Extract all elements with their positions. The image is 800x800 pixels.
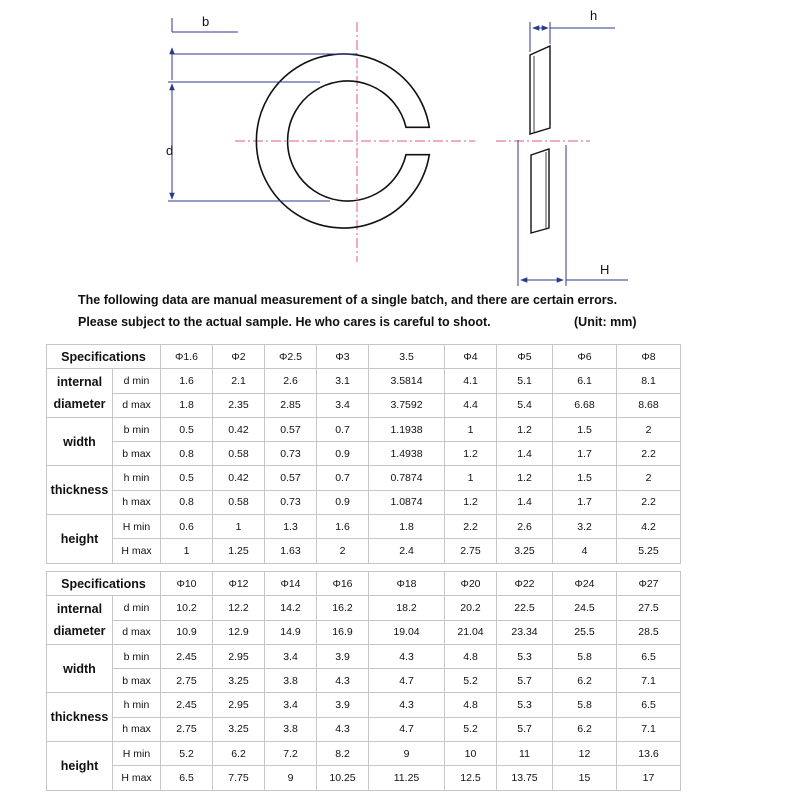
size-header: Φ5	[497, 345, 553, 369]
table-cell: 12.9	[213, 620, 265, 644]
table-cell: 2.2	[617, 442, 681, 466]
table-cell: 1.5	[553, 466, 617, 490]
dimension-h	[530, 22, 615, 52]
table-cell: 5.4	[497, 393, 553, 417]
size-header: Φ22	[497, 572, 553, 596]
table-cell: 6.5	[161, 766, 213, 790]
row-sub-label: d max	[113, 393, 161, 417]
table-cell: 10.2	[161, 596, 213, 620]
table-cell: 0.57	[265, 466, 317, 490]
table-cell: 4.3	[369, 693, 445, 717]
table-cell: 0.58	[213, 442, 265, 466]
table-cell: 4.2	[617, 515, 681, 539]
table-cell: 3.4	[265, 693, 317, 717]
row-sub-label: b max	[113, 669, 161, 693]
table-cell: 2.2	[445, 515, 497, 539]
size-header: Φ8	[617, 345, 681, 369]
table-cell: 2.95	[213, 644, 265, 668]
table-cell: 5.2	[445, 669, 497, 693]
row-sub-label: H max	[113, 766, 161, 790]
table-cell: 1.2	[497, 417, 553, 441]
size-header: Φ16	[317, 572, 369, 596]
table-cell: 1.5	[553, 417, 617, 441]
table-cell: 27.5	[617, 596, 681, 620]
table-cell: 3.8	[265, 669, 317, 693]
table-cell: 1.2	[445, 442, 497, 466]
table-cell: 16.2	[317, 596, 369, 620]
table-cell: 0.58	[213, 490, 265, 514]
table-cell: 1.25	[213, 539, 265, 563]
table-header-row	[47, 345, 681, 369]
table-cell: 3.25	[213, 669, 265, 693]
table-cell: 3.9	[317, 644, 369, 668]
table-cell: 4.8	[445, 644, 497, 668]
size-header: Φ18	[369, 572, 445, 596]
table-cell: 1.63	[265, 539, 317, 563]
row-sub-label: h max	[113, 490, 161, 514]
table-cell: 3.2	[553, 515, 617, 539]
table-cell: 0.7	[317, 466, 369, 490]
row-sub-label: d min	[113, 596, 161, 620]
table-cell: 1.8	[369, 515, 445, 539]
table-cell: 4.3	[317, 669, 369, 693]
size-header: Φ6	[553, 345, 617, 369]
table-cell: 5.3	[497, 693, 553, 717]
table-cell: 0.73	[265, 490, 317, 514]
table-row	[47, 644, 681, 668]
table-row	[47, 490, 681, 514]
table-cell: 3.9	[317, 693, 369, 717]
table-cell: 4.3	[369, 644, 445, 668]
table-cell: 2.2	[617, 490, 681, 514]
table-cell: 1.4	[497, 490, 553, 514]
table-cell: 6.68	[553, 393, 617, 417]
table-cell: 1.1938	[369, 417, 445, 441]
table-cell: 11	[497, 742, 553, 766]
table-cell: 1.6	[161, 369, 213, 393]
table-cell: 5.2	[161, 742, 213, 766]
size-header: Φ14	[265, 572, 317, 596]
table-cell: 3.4	[317, 393, 369, 417]
table-cell: 17	[617, 766, 681, 790]
table-cell: 3.25	[213, 717, 265, 741]
table-cell: 5.2	[445, 717, 497, 741]
washer-side-view	[530, 46, 550, 233]
table-cell: 3.5814	[369, 369, 445, 393]
table-cell: 13.75	[497, 766, 553, 790]
table-cell: 1.3	[265, 515, 317, 539]
table-cell: 0.9	[317, 442, 369, 466]
table-cell: 4.3	[317, 717, 369, 741]
table-cell: 2	[617, 466, 681, 490]
table-cell: 2	[617, 417, 681, 441]
row-sub-label: b min	[113, 644, 161, 668]
table-cell: 15	[553, 766, 617, 790]
table-cell: 2	[317, 539, 369, 563]
row-sub-label: h min	[113, 693, 161, 717]
table-cell: 6.2	[553, 717, 617, 741]
table-cell: 12.2	[213, 596, 265, 620]
dimension-b	[172, 18, 357, 80]
table-cell: 25.5	[553, 620, 617, 644]
table-cell: 0.9	[317, 490, 369, 514]
table-cell: 6.5	[617, 693, 681, 717]
table-cell: 3.1	[317, 369, 369, 393]
table-cell: 1.6	[317, 515, 369, 539]
table-cell: 19.04	[369, 620, 445, 644]
table-cell: 6.2	[553, 669, 617, 693]
table-cell: 14.9	[265, 620, 317, 644]
size-header: Φ4	[445, 345, 497, 369]
note-line-2: Please subject to the actual sample. He who cares is careful to shoot.	[78, 315, 491, 329]
table-cell: 4.1	[445, 369, 497, 393]
dimension-h-label: h	[590, 8, 598, 23]
table-cell: 0.42	[213, 466, 265, 490]
row-sub-label: H min	[113, 742, 161, 766]
table-cell: 8.68	[617, 393, 681, 417]
table-row	[47, 766, 681, 790]
table-cell: 7.1	[617, 669, 681, 693]
table-cell: 4.7	[369, 669, 445, 693]
table-cell: 1.2	[445, 490, 497, 514]
table-cell: 1.7	[553, 490, 617, 514]
table-cell: 10.9	[161, 620, 213, 644]
table-cell: 18.2	[369, 596, 445, 620]
table-cell: 2.1	[213, 369, 265, 393]
table-cell: 0.8	[161, 490, 213, 514]
table-cell: 3.7592	[369, 393, 445, 417]
table-row	[47, 393, 681, 417]
table-cell: 5.7	[497, 669, 553, 693]
table-cell: 1	[445, 417, 497, 441]
table-cell: 2.85	[265, 393, 317, 417]
table-cell: 23.34	[497, 620, 553, 644]
row-group-label: thickness	[47, 466, 113, 515]
table-cell: 0.42	[213, 417, 265, 441]
table-cell: 12	[553, 742, 617, 766]
table-cell: 6.2	[213, 742, 265, 766]
size-header: Φ2.5	[265, 345, 317, 369]
size-header: Φ2	[213, 345, 265, 369]
table-row	[47, 515, 681, 539]
table-cell: 0.5	[161, 466, 213, 490]
table-cell: 3.25	[497, 539, 553, 563]
table-cell: 8.2	[317, 742, 369, 766]
table-row	[47, 442, 681, 466]
table-cell: 10.25	[317, 766, 369, 790]
size-header: 3.5	[369, 345, 445, 369]
table-cell: 6.5	[617, 644, 681, 668]
table-row	[47, 669, 681, 693]
row-group-label: width	[47, 644, 113, 693]
note-line-1: The following data are manual measurement of a single batch, and there are certain errors.	[78, 293, 618, 307]
row-group-label: thickness	[47, 693, 113, 742]
table-cell: 2.6	[265, 369, 317, 393]
table-cell: 1.4938	[369, 442, 445, 466]
table-cell: 5.7	[497, 717, 553, 741]
row-sub-label: d max	[113, 620, 161, 644]
table-header-row	[47, 572, 681, 596]
table-cell: 2.45	[161, 644, 213, 668]
table-cell: 2.75	[445, 539, 497, 563]
table-cell: 1.0874	[369, 490, 445, 514]
row-sub-label: H min	[113, 515, 161, 539]
unit-label: (Unit: mm)	[574, 315, 637, 329]
table-cell: 5.8	[553, 644, 617, 668]
table-row	[47, 596, 681, 620]
table-cell: 1	[213, 515, 265, 539]
row-sub-label: b min	[113, 417, 161, 441]
spec-table-large	[46, 571, 681, 791]
size-header: Φ3	[317, 345, 369, 369]
table-cell: 0.5	[161, 417, 213, 441]
table-cell: 11.25	[369, 766, 445, 790]
spec-table-small	[46, 344, 681, 564]
size-header: Φ24	[553, 572, 617, 596]
table-row	[47, 369, 681, 393]
table-cell: 4.7	[369, 717, 445, 741]
dimension-b-label: b	[202, 14, 210, 29]
table-cell: 7.2	[265, 742, 317, 766]
table-cell: 9	[369, 742, 445, 766]
table-cell: 10	[445, 742, 497, 766]
row-sub-label: b max	[113, 442, 161, 466]
table-cell: 28.5	[617, 620, 681, 644]
table-cell: 5.3	[497, 644, 553, 668]
table-cell: 0.7	[317, 417, 369, 441]
specifications-header: Specifications	[47, 345, 161, 369]
row-sub-label: H max	[113, 539, 161, 563]
row-group-label: height	[47, 515, 113, 564]
table-cell: 4.4	[445, 393, 497, 417]
dimension-d-label: d	[166, 143, 174, 158]
dimension-H-label: H	[600, 262, 610, 277]
table-cell: 0.57	[265, 417, 317, 441]
table-cell: 12.5	[445, 766, 497, 790]
table-row	[47, 742, 681, 766]
table-cell: 4	[553, 539, 617, 563]
table-cell: 16.9	[317, 620, 369, 644]
table-cell: 0.7874	[369, 466, 445, 490]
table-cell: 1.7	[553, 442, 617, 466]
table-cell: 1.8	[161, 393, 213, 417]
row-group-label: internal diameter	[47, 369, 113, 418]
table-cell: 0.6	[161, 515, 213, 539]
table-cell: 3.4	[265, 644, 317, 668]
table-cell: 2.75	[161, 669, 213, 693]
table-cell: 1	[445, 466, 497, 490]
size-header: Φ20	[445, 572, 497, 596]
table-cell: 9	[265, 766, 317, 790]
table-cell: 5.25	[617, 539, 681, 563]
table-cell: 21.04	[445, 620, 497, 644]
size-header: Φ12	[213, 572, 265, 596]
table-cell: 7.1	[617, 717, 681, 741]
table-cell: 3.8	[265, 717, 317, 741]
table-cell: 0.8	[161, 442, 213, 466]
size-header: Φ27	[617, 572, 681, 596]
table-cell: 2.4	[369, 539, 445, 563]
table-row	[47, 539, 681, 563]
size-header: Φ10	[161, 572, 213, 596]
table-cell: 4.8	[445, 693, 497, 717]
row-group-label: height	[47, 742, 113, 791]
table-cell: 2.45	[161, 693, 213, 717]
size-header: Φ1.6	[161, 345, 213, 369]
table-cell: 2.95	[213, 693, 265, 717]
table-row	[47, 717, 681, 741]
spring-washer-drawing	[0, 0, 800, 290]
table-cell: 0.73	[265, 442, 317, 466]
table-row	[47, 417, 681, 441]
table-cell: 2.35	[213, 393, 265, 417]
table-cell: 1.2	[497, 466, 553, 490]
table-cell: 6.1	[553, 369, 617, 393]
table-row	[47, 620, 681, 644]
row-sub-label: h min	[113, 466, 161, 490]
table-cell: 5.1	[497, 369, 553, 393]
table-cell: 8.1	[617, 369, 681, 393]
table-cell: 22.5	[497, 596, 553, 620]
table-cell: 2.75	[161, 717, 213, 741]
table-cell: 2.6	[497, 515, 553, 539]
row-group-label: width	[47, 417, 113, 466]
specifications-header: Specifications	[47, 572, 161, 596]
dimension-H	[518, 140, 628, 286]
table-cell: 5.8	[553, 693, 617, 717]
table-cell: 20.2	[445, 596, 497, 620]
table-cell: 7.75	[213, 766, 265, 790]
row-group-label: internal diameter	[47, 596, 113, 645]
row-sub-label: d min	[113, 369, 161, 393]
table-cell: 13.6	[617, 742, 681, 766]
table-cell: 1.4	[497, 442, 553, 466]
table-cell: 14.2	[265, 596, 317, 620]
table-cell: 1	[161, 539, 213, 563]
table-row	[47, 466, 681, 490]
row-sub-label: h max	[113, 717, 161, 741]
table-row	[47, 693, 681, 717]
table-cell: 24.5	[553, 596, 617, 620]
